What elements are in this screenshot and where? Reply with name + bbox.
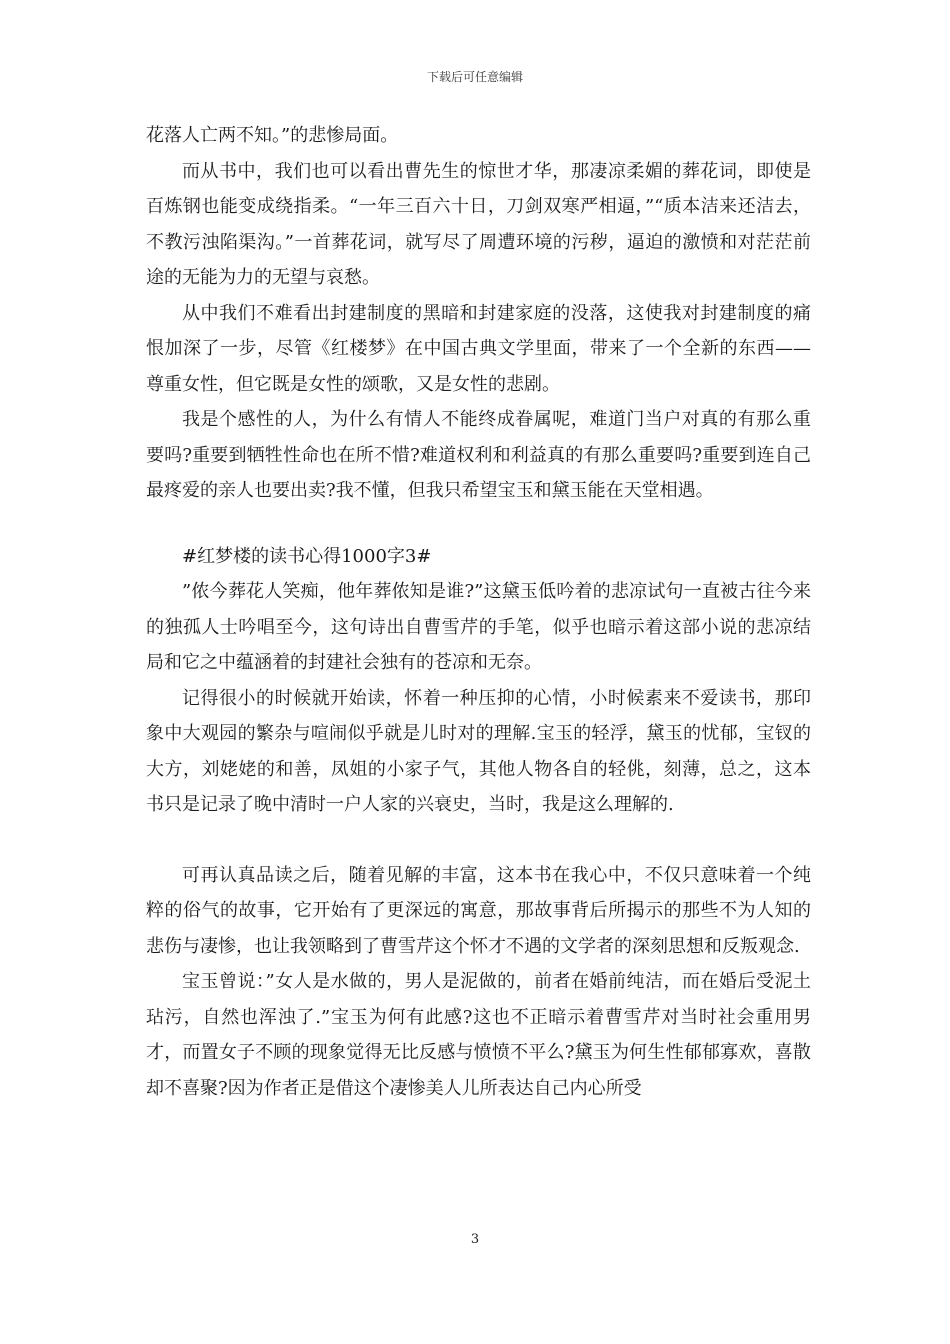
document-body (146, 118, 811, 1106)
paragraph: 我是个感性的人，为什么有情人不能终成眷属呢，难道门当户对真的有那么重要吗?重要到牺牲性命也在所不惜?难道权利和利益真的有那么重要吗?重要到连自己最疼爱的亲人也要出卖?我不懂，但我只希望宝玉和黛玉能在天堂相遇。 (146, 409, 811, 501)
paragraph: 记得很小的时候就开始读，怀着一种压抑的心情，小时候素来不爱读书，那印象中大观园的繁杂与喧闹似乎就是儿时对的理解.宝玉的轻浮，黛玉的忧郁，宝钗的大方，刘姥姥的和善，凤姐的小家子气，其他人物各自的轻佻，刻薄，总之，这本书只是记录了晚中清时一户人家的兴衰史，当时，我是这么理解的. (146, 687, 811, 815)
paragraph: 可再认真品读之后，随着见解的丰富，这本书在我心中，不仅只意味着一个纯粹的俗气的故事，它开始有了更深远的寓意，那故事背后所揭示的那些不为人知的悲伤与凄惨，也让我领略到了曹雪芹这个怀才不遇的文学者的深刻思想和反叛观念. (146, 864, 811, 957)
paragraph: 而从书中，我们也可以看出曹先生的惊世才华，那凄凉柔媚的葬花词，即使是百炼钢也能变成绕指柔。“一年三百六十日，刀剑双寒严相逼，”“质本洁来还洁去，不教污浊陷渠沟。”一首葬花词，就写尽了周遭环境的污秽，逼迫的激愤和对茫茫前途的无能为力的无望与哀愁。 (146, 160, 811, 288)
section-heading: #红梦楼的读书心得1000字3# (182, 545, 432, 567)
paragraph: 宝玉曾说：”女人是水做的，男人是泥做的，前者在婚前纯洁，而在婚后受泥土玷污，自然也浑浊了.”宝玉为何有此感?这也不正暗示着曹雪芹对当时社会重用男才，而置女子不顾的现象觉得无比反感与愤愤不平么?黛玉为何生性郁郁寡欢，喜散却不喜聚?因为作者正是借这个凄惨美人儿所表达自己内心所受 (146, 971, 811, 1099)
page-number: 3 (470, 1232, 480, 1247)
paragraph: ”侬今葬花人笑痴，他年葬侬知是谁?”这黛玉低吟着的悲凉试句一直被古往今来的独孤人士吟唱至今，这句诗出自曹雪芹的手笔，似乎也暗示着这部小说的悲凉结局和它之中蕴涵着的封建社会独有的苍凉和无奈。 (146, 581, 811, 673)
paragraph: 从中我们不难看出封建制度的黑暗和封建家庭的没落，这使我对封建制度的痛恨加深了一步，尽管《红楼梦》在中国古典文学里面，带来了一个全新的东西——尊重女性，但它既是女性的颂歌，又是女性的悲剧。 (146, 302, 811, 395)
page-header: 下载后可任意编辑 (426, 70, 523, 84)
paragraph-continuation: 花落人亡两不知。”的悲惨局面。 (146, 125, 399, 146)
